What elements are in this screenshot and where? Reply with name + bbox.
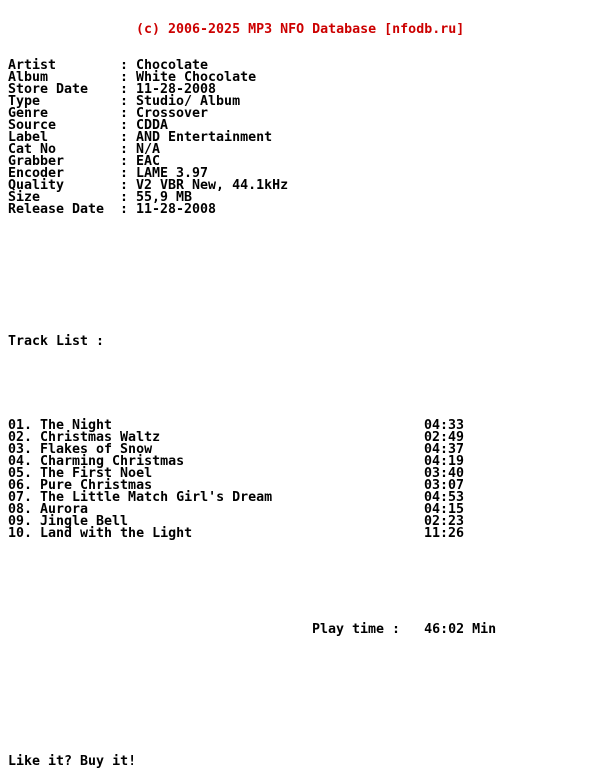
track-time: 04:19: [424, 454, 465, 469]
info-separator: :: [120, 58, 129, 73]
info-row: [8, 132, 496, 144]
track-time: 04:15: [424, 502, 465, 517]
playtime-value: 46:02 Min: [424, 622, 497, 637]
info-key: Cat No: [8, 142, 57, 157]
info-key: Label: [8, 130, 49, 145]
info-key: Encoder: [8, 166, 65, 181]
track-title: The Night: [40, 418, 113, 433]
track-title: Flakes of Snow: [40, 442, 153, 457]
info-value: Chocolate: [136, 58, 209, 73]
info-value: N/A: [136, 142, 161, 157]
info-separator: :: [120, 82, 129, 97]
track-list: [8, 420, 496, 540]
info-key: Genre: [8, 106, 49, 121]
track-title: The First Noel: [40, 466, 153, 481]
info-value: CDDA: [136, 118, 169, 133]
info-key: Quality: [8, 178, 65, 193]
info-key: Source: [8, 118, 57, 133]
info-separator: :: [120, 118, 129, 133]
track-number: 01.: [8, 418, 33, 433]
track-time: 03:07: [424, 478, 465, 493]
info-separator: :: [120, 166, 129, 181]
track-time: 03:40: [424, 466, 465, 481]
track-number: 04.: [8, 454, 33, 469]
info-value: Studio/ Album: [136, 94, 241, 109]
info-separator: :: [120, 70, 129, 85]
info-key: Release Date: [8, 202, 105, 217]
track-title: The Little Match Girl's Dream: [40, 490, 273, 505]
info-value: Crossover: [136, 106, 209, 121]
nfo-document: [8, 0, 496, 780]
track-time: 02:23: [424, 514, 465, 529]
track-number: 02.: [8, 430, 33, 445]
info-value: V2 VBR New, 44.1kHz: [136, 178, 289, 193]
track-row: [8, 528, 496, 540]
track-number: 03.: [8, 442, 33, 457]
track-number: 09.: [8, 514, 33, 529]
info-key: Type: [8, 94, 41, 109]
info-value: AND Entertainment: [136, 130, 273, 145]
info-key: Size: [8, 190, 41, 205]
info-row: [8, 204, 496, 216]
track-title: Charming Christmas: [40, 454, 185, 469]
info-separator: :: [120, 130, 129, 145]
info-row: [8, 108, 496, 120]
track-number: 07.: [8, 490, 33, 505]
info-separator: :: [120, 94, 129, 109]
track-time: 04:33: [424, 418, 465, 433]
header-text: (c) 2006-2025 MP3 NFO Database [nfodb.ru]: [136, 22, 465, 37]
track-number: 10.: [8, 526, 33, 541]
info-separator: :: [120, 202, 129, 217]
info-value: 11-28-2008: [136, 82, 217, 97]
info-row: [8, 84, 496, 96]
track-list-label: Track List :: [8, 334, 105, 349]
track-title: Aurora: [40, 502, 89, 517]
info-separator: :: [120, 106, 129, 121]
info-row: [8, 144, 496, 156]
info-row: [8, 96, 496, 108]
track-time: 11:26: [424, 526, 465, 541]
track-title: Pure Christmas: [40, 478, 153, 493]
info-block: [8, 60, 496, 216]
info-key: Artist: [8, 58, 57, 73]
info-separator: :: [120, 178, 129, 193]
info-separator: :: [120, 154, 129, 169]
track-time: 02:49: [424, 430, 465, 445]
info-key: Store Date: [8, 82, 89, 97]
track-time: 04:53: [424, 490, 465, 505]
track-title: Jingle Bell: [40, 514, 129, 529]
info-row: [8, 156, 496, 168]
track-title: Land with the Light: [40, 526, 193, 541]
info-separator: :: [120, 142, 129, 157]
info-separator: :: [120, 190, 129, 205]
info-value: 55,9 MB: [136, 190, 193, 205]
track-time: 04:37: [424, 442, 465, 457]
playtime-line: [8, 624, 496, 636]
info-value: EAC: [136, 154, 161, 169]
info-key: Grabber: [8, 154, 65, 169]
track-title: Christmas Waltz: [40, 430, 161, 445]
track-number: 05.: [8, 466, 33, 481]
info-value: White Chocolate: [136, 70, 257, 85]
info-row: [8, 180, 496, 192]
footer-text: Like it? Buy it!: [8, 754, 137, 769]
header-line: [8, 24, 496, 36]
info-value: 11-28-2008: [136, 202, 217, 217]
info-value: LAME 3.97: [136, 166, 209, 181]
playtime-label: Play time :: [312, 622, 401, 637]
info-key: Album: [8, 70, 49, 85]
track-number: 08.: [8, 502, 33, 517]
track-number: 06.: [8, 478, 33, 493]
